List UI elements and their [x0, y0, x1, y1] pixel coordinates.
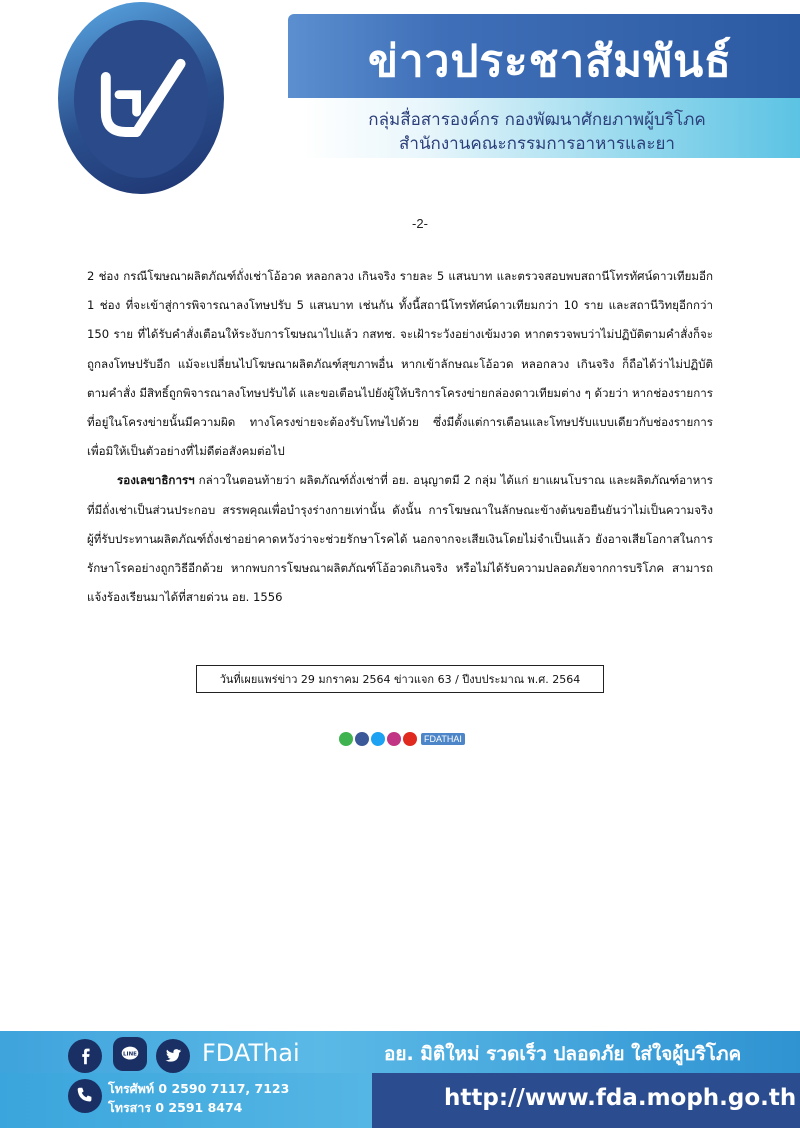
- phone-icon: [68, 1079, 102, 1113]
- fda-logo-mark: [74, 20, 208, 178]
- line-icon[interactable]: [339, 732, 353, 746]
- youtube-icon[interactable]: [403, 732, 417, 746]
- footer-phone: โทรศัพท์ 0 2590 7117, 7123: [108, 1081, 290, 1096]
- footer-slogan: อย. มิติใหม่ รวดเร็ว ปลอดภัย ใส่ใจผู้บริโภค: [384, 1043, 742, 1065]
- release-info-box: [196, 665, 604, 693]
- paragraph-text: กล่าวในตอนท้ายว่า ผลิตภัณฑ์ถั่งเช่าที่ อย. อนุญาตมี 2 กลุ่ม ได้แก่ ยาแผนโบราณ และผลิตภัณฑ์อาหารที่มีถั่งเช่าเป็นส่วนประกอบ สรรพคุณเพื่อบำรุงร่างกายเท่านั้น ดังนั้น การโฆษณาในลักษณะข้างต้นขอยืนยันว่าไม่เป็นความจริง ผู้ที่รับประทานผลิตภัณฑ์ถั่งเช่าอย่าคาดหวังว่าจะช่วยรักษาโรคได้ นอกจากจะเสียเงินโดยไม่จำเป็นแล้ว ยังอาจเสียโอกาสในการรักษาโรคอย่างถูกวิธีอีกด้วย หากพบการโฆษณาผลิตภัณฑ์โอ้อวดเกินจริง หรือไม่ได้รับความปลอดภัยจากการบริโภค สามารถแจ้งร้องเรียนมาได้ที่สายด่วน อย. 1556: [87, 473, 713, 605]
- twitter-icon[interactable]: [371, 732, 385, 746]
- footer-fax: โทรสาร 0 2591 8474: [108, 1100, 243, 1115]
- page-header: [0, 0, 800, 200]
- page-title: ข่าวประชาสัมพันธ์: [367, 36, 733, 87]
- organization-division: กลุ่มสื่อสารองค์กร กองพัฒนาศักยภาพผู้บริโภค: [368, 110, 706, 130]
- check-mark-icon: [86, 44, 196, 154]
- facebook-icon[interactable]: [68, 1039, 102, 1073]
- twitter-icon[interactable]: [156, 1039, 190, 1073]
- facebook-icon[interactable]: [355, 732, 369, 746]
- release-info-text: วันที่เผยแพร่ข่าว 29 มกราคม 2564 ข่าวแจก 63 / ปีงบประมาณ พ.ศ. 2564: [219, 673, 581, 686]
- footer-website-link[interactable]: http://www.fda.moph.go.th: [444, 1085, 797, 1111]
- line-icon[interactable]: [113, 1037, 147, 1071]
- article-body: [87, 262, 713, 612]
- page-footer: [0, 1031, 800, 1128]
- instagram-icon[interactable]: [387, 732, 401, 746]
- article-paragraph: [87, 466, 713, 612]
- organization-name: สำนักงานคณะกรรมการอาหารและยา: [399, 134, 675, 154]
- social-handle[interactable]: FDATHAI: [421, 733, 465, 745]
- social-links-small: [339, 731, 465, 747]
- article-paragraph: 2 ช่อง กรณีโฆษณาผลิตภัณฑ์ถั่งเช่าโอ้อวด หลอกลวง เกินจริง รายละ 5 แสนบาท และตรวจสอบพบสถานีโทรทัศน์ดาวเทียมอีก 1 ช่อง ที่จะเข้าสู่การพิจารณาลงโทษปรับ 5 แสนบาท เช่นกัน ทั้งนี้สถานีโทรทัศน์ดาวเทียมกว่า 10 ราย และสถานีวิทยุอีกกว่า 150 ราย ที่ได้รับคำสั่งเตือนให้ระงับการโฆษณาไปแล้ว กสทช. จะเฝ้าระวังอย่างเข้มงวด หากตรวจพบว่าไม่ปฏิบัติตามคำสั่งก็จะถูกลงโทษปรับอีก แม้จะเปลี่ยนไปโฆษณาผลิตภัณฑ์สุขภาพอื่น หากเข้าลักษณะโอ้อวด หลอกลวง เกินจริง ก็ถือได้ว่าไม่ปฏิบัติตามคำสั่ง มีสิทธิ์ถูกพิจารณาลงโทษปรับได้ และขอเตือนไปยังผู้ให้บริการโครงข่ายกล่องดาวเทียมต่าง ๆ ด้วยว่า หากช่องรายการที่อยู่ในโครงข่ายนั้นมีความผิด ทางโครงข่ายจะต้องรับโทษไปด้วย ซึ่งมีตั้งแต่การเตือนและโทษปรับแบบเดียวกับช่องรายการ เพื่อมิให้เป็นตัวอย่างที่ไม่ดีต่อสังคมต่อไป: [87, 269, 713, 459]
- footer-social-handle[interactable]: FDAThai: [202, 1039, 300, 1067]
- paragraph-lead: รองเลขาธิการฯ: [117, 473, 195, 488]
- svg-text:LINE: LINE: [123, 1051, 137, 1058]
- page-number: -2-: [412, 216, 428, 231]
